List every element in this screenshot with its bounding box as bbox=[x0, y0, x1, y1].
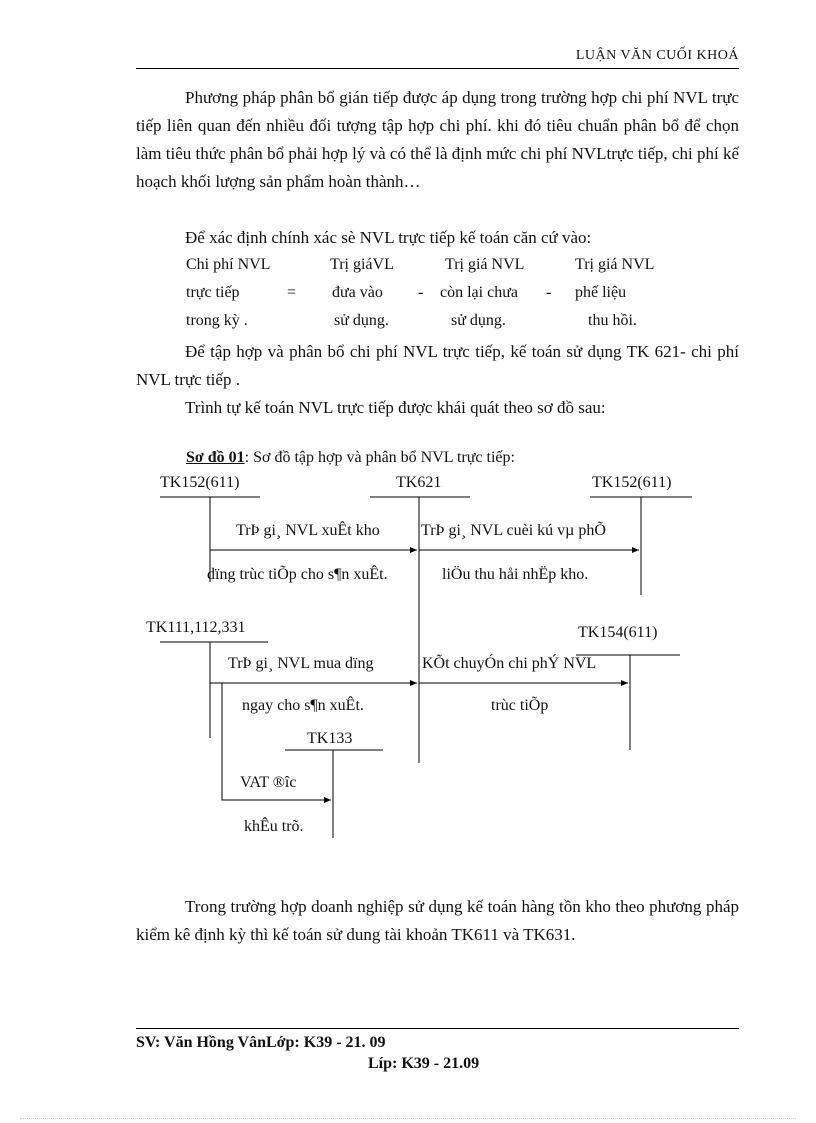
footer-class: Líp: K39 - 21.09 bbox=[368, 1055, 480, 1072]
formula-r1-c1: Chi phí NVL bbox=[186, 256, 271, 273]
label-transfer-line2: trùc tiÕp bbox=[491, 697, 549, 714]
formula-r3-c3: sử dụng. bbox=[451, 312, 506, 329]
label-return-line2: liÖu thu håi nhËp kho. bbox=[442, 566, 589, 583]
label-vat-line1: VAT ®îc bbox=[240, 774, 297, 791]
footer-rule bbox=[136, 1028, 739, 1029]
account-tk111: TK111,112,331 bbox=[146, 619, 246, 636]
paragraph-2-text: Để xác định chính xác sè NVL trực tiếp kế toán căn cứ vào: bbox=[185, 228, 592, 247]
formula-r2-minus2: - bbox=[546, 284, 552, 301]
running-header: LUẬN VĂN CUỐI KHOÁ bbox=[575, 48, 739, 63]
label-purchase-line1: TrÞ gi¸ NVL mua dïng bbox=[228, 655, 374, 672]
diagram-caption-label: Sơ đồ 01 bbox=[186, 449, 245, 466]
formula-r2-c2: đưa vào bbox=[332, 284, 383, 301]
formula-r1-c3: Trị giá NVL bbox=[445, 256, 525, 273]
closing-paragraph-text: Trong trường hợp doanh nghiệp sử dụng kế toán hàng tồn kho theo phương pháp kiểm kê định kỳ thì kế toán sử dung tài khoản TK611 và TK631. bbox=[136, 897, 739, 944]
label-return-line1: TrÞ gi¸ NVL cuèi kú vµ phÕ bbox=[421, 522, 606, 539]
diagram-caption-text: : Sơ đồ tập hợp và phân bổ NVL trực tiếp: bbox=[244, 449, 515, 466]
paragraph-4-text: Trình tự kế toán NVL trực tiếp được khái quát theo sơ đồ sau: bbox=[185, 398, 606, 417]
formula-r2-eq: = bbox=[287, 284, 297, 301]
account-tk154: TK154(611) bbox=[578, 624, 658, 641]
label-purchase-line2: ngay cho s¶n xuÊt. bbox=[242, 697, 364, 714]
page-bottom-dotted-line bbox=[20, 1118, 796, 1119]
paragraph-1-text: Phương pháp phân bổ gián tiếp được áp dụng trong trường hợp chi phí NVL trực tiếp liên quan đến nhiều đối tượng tập hợp chi phí. khi đó tiêu chuẩn phân bổ để chọn làm tiêu thức phân bổ phải hợp lý và có thể là định mức chi phí NVLtrực tiếp, chi phí kế hoạch khối lượng sản phẩm hoàn thành… bbox=[136, 88, 739, 191]
formula-r1-c2: Trị giáVL bbox=[330, 256, 394, 273]
formula-r2-c4: phế liệu bbox=[575, 284, 627, 301]
label-vat-line2: khÊu trõ. bbox=[244, 818, 304, 835]
footer-student: SV: Văn Hồng VânLớp: K39 - 21. 09 bbox=[136, 1034, 386, 1051]
formula-r2-minus1: - bbox=[418, 284, 424, 301]
account-tk152-right: TK152(611) bbox=[592, 474, 672, 491]
account-tk621: TK621 bbox=[396, 474, 442, 491]
account-tk133: TK133 bbox=[307, 730, 353, 747]
formula-r2-c1: trực tiếp bbox=[186, 284, 240, 301]
formula-r2-c3: còn lại chưa bbox=[440, 284, 518, 301]
formula-r3-c1: trong kỳ . bbox=[186, 312, 248, 329]
closing-paragraph bbox=[136, 893, 739, 949]
formula-r1-c4: Trị giá NVL bbox=[575, 256, 655, 273]
account-tk152: TK152(611) bbox=[160, 474, 240, 491]
label-transfer-line1: KÕt chuyÓn chi phÝ NVL bbox=[422, 655, 597, 672]
paragraph-3-text: Để tập hợp và phân bổ chi phí NVL trực tiếp, kế toán sử dụng TK 621- chi phí NVL trực tiếp . bbox=[136, 342, 739, 389]
formula-r3-c4: thu hồi. bbox=[588, 312, 637, 329]
label-issue-line1: TrÞ gi¸ NVL xuÊt kho bbox=[236, 522, 380, 539]
formula-r3-c2: sử dụng. bbox=[334, 312, 389, 329]
label-issue-line2: dïng trùc tiÕp cho s¶n xuÊt. bbox=[207, 566, 388, 583]
